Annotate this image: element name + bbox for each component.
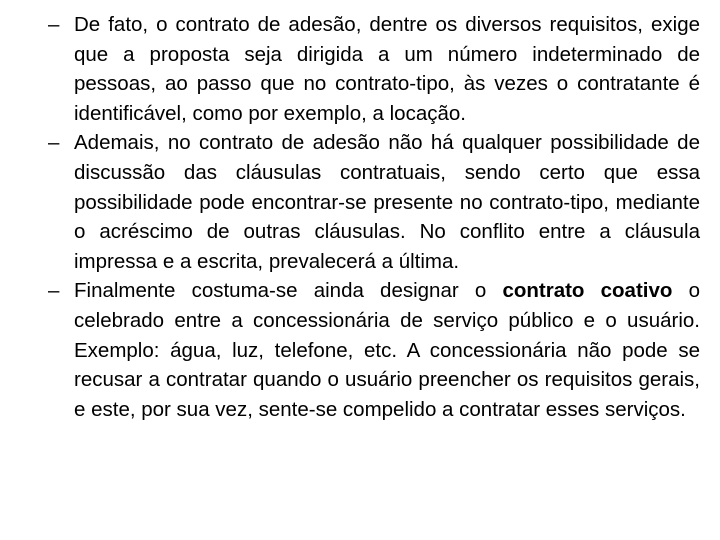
bullet-text-after: o celebrado entre a concessionária de serviço público e o usuário. Exemplo: água, luz, telefone, etc. A concessionária não pode se recusar a contratar quando o usuário preencher os requisitos gerais, e este, por sua vez, sente-se compelido a contratar esses serviços. xyxy=(74,279,700,421)
dash-bullet-marker: – xyxy=(48,279,60,303)
bullet-item-adhesion-requirements xyxy=(48,10,700,128)
bullet-text-emphasis: contrato coativo xyxy=(502,279,673,303)
bullet-text-before: Finalmente costuma-se ainda designar o xyxy=(74,279,503,303)
bullet-item-coercive-contract xyxy=(48,276,700,424)
bullet-text: Ademais, no contrato de adesão não há qualquer possibilidade de discussão das cláusulas contratuais, sendo certo que essa possibilidade pode encontrar-se presente no contrato-tipo, mediante o acréscimo de outras cláusulas. No conflito entre a cláusula impressa e a escrita, prevalecerá a última. xyxy=(74,131,700,273)
bullet-item-clause-discussion xyxy=(48,128,700,276)
bullet-list xyxy=(48,10,700,424)
dash-bullet-marker: – xyxy=(48,131,60,155)
dash-bullet-marker: – xyxy=(48,13,60,36)
bullet-text: De fato, o contrato de adesão, dentre os diversos requisitos, exige que a proposta seja dirigida a um número indeterminado de pessoas, ao passo que no contrato-tipo, às vezes o contratante é identificável, como por exemplo, a locação. xyxy=(74,13,700,125)
